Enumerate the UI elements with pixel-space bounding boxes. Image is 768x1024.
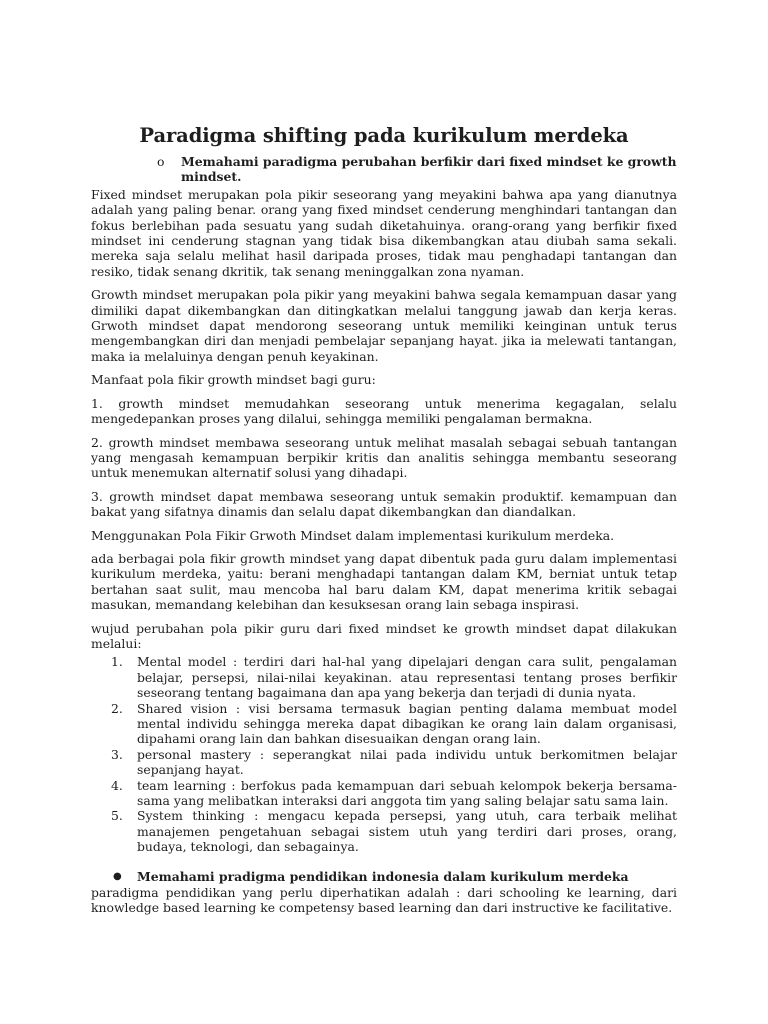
list-item-text: Shared vision : visi bersama termasuk bagian penting dalama membuat model mental individu sehingga mereka dapat dibagikan ke orang lain dalam organisasi, dipahami orang lain dan bahkan disesuaikan dengan orang lain. xyxy=(137,700,677,747)
list-item-number: 3. xyxy=(111,746,123,762)
paragraph-benefits-intro: Manfaat pola fikir growth mindset bagi guru: xyxy=(91,372,376,388)
bullet-icon: ● xyxy=(113,870,122,882)
list-item-text: personal mastery : seperangkat nilai pada individu untuk berkomitmen belajar sepanjang hayat. xyxy=(137,746,677,778)
paragraph-fixed-mindset: Fixed mindset merupakan pola pikir seseorang yang meyakini bahwa apa yang dianutnya adalah yang paling benar. orang yang fixed mindset cenderung menghindari tantangan dan fokus berlebihan pada sesuatu yang sudah diketahuinya. orang-orang yang berfikir fixed mindset ini cenderung stagnan yang tidak bisa dikembangkan atau diubah sama sekali. mereka saja selalu melihat hasil daripada proses, tidak mau penghadapi tantangan dan resiko, tidak senang dkritik, tak senang meninggalkan zona nyaman. xyxy=(91,186,677,279)
numbered-list xyxy=(91,654,677,854)
paragraph-benefit-1: 1. growth mindset memudahkan seseorang untuk menerima kegagalan, selalu mengedepankan proses yang dilalui, sehingga memiliki pengalaman bermakna. xyxy=(91,395,677,427)
sub-heading xyxy=(91,154,677,185)
list-item xyxy=(91,654,677,700)
paragraph-change-intro: wujud perubahan pola pikir guru dari fixed mindset ke growth mindset dapat dilakukan melalui: xyxy=(91,620,677,651)
bullet-heading-text: Memahami pradigma pendidikan indonesia dalam kurikulum merdeka xyxy=(137,868,629,884)
list-item-number: 2. xyxy=(111,700,123,716)
page-title: Paradigma shifting pada kurikulum merdeka xyxy=(139,124,629,147)
list-item xyxy=(91,808,677,854)
sub-heading-text: Memahami paradigma perubahan berfikir dari fixed mindset ke growth mindset. xyxy=(181,154,677,185)
paragraph-implementation: ada berbagai pola fikir growth mindset yang dapat dibentuk pada guru dalam implementasi kurikulum merdeka, yaitu: berani menghadapi tantangan dalam KM, berniat untuk tetap bertahan saat sulit, mau mencoba hal baru dalam KM, dapat menerima kritik sebagai masukan, memandang kelebihan dan kesuksesan orang lain sebaga inspirasi. xyxy=(91,550,677,613)
paragraph-growth-mindset: Growth mindset merupakan pola pikir yang meyakini bahwa segala kemampuan dasar yang dimiliki dapat dikembangkan dan ditingkatkan melalui tanggung jawab dan kerja keras. Grwoth mindset dapat mendorong seseorang untuk memiliki keinginan untuk terus mengembangkan diri dan menjadi pembelajar sepanjang hayat. jika ia melewati tantangan, maka ia melaluinya dengan penuh keyakinan. xyxy=(91,287,677,364)
paragraph-benefit-2: 2. growth mindset membawa seseorang untuk melihat masalah sebagai sebuah tantangan yang mengasah kemampuan berpikir kritis dan analitis sehingga membantu seseorang untuk menemukan alternatif solusi yang dihadapi. xyxy=(91,434,677,481)
paragraph-closing: paradigma pendidikan yang perlu diperhatikan adalah : dari schooling ke learning, dari knowledge based learning ke competensy based learning dan dari instructive ke facilitative. xyxy=(91,885,677,916)
bullet-heading xyxy=(91,869,677,884)
list-item-number: 5. xyxy=(111,808,123,824)
list-item-text: Mental model : terdiri dari hal-hal yang dipelajari dengan cara sulit, pengalaman belajar, persepsi, nilai-nilai keyakinan. atau representasi tentang proses berfikir seseorang tentang bagaimana dan apa yang bekerja dan terjadi di dunia nyata. xyxy=(137,654,677,701)
list-item xyxy=(91,778,677,809)
paragraph-implementation-heading: Menggunakan Pola Fikir Grwoth Mindset dalam implementasi kurikulum merdeka. xyxy=(91,527,615,543)
list-item-number: 4. xyxy=(111,777,123,793)
list-item-text: System thinking : mengacu kepada persepsi, yang utuh, cara terbaik melihat manajemen pengetahuan sebagai sistem utuh yang terdiri dari proses, orang, budaya, teknologi, dan sebagainya. xyxy=(137,808,677,855)
sub-heading-marker: o xyxy=(157,154,165,169)
list-item xyxy=(91,701,677,747)
paragraph-benefit-3: 3. growth mindset dapat membawa seseorang untuk semakin produktif. kemampuan dan bakat yang sifatnya dinamis dan selalu dapat dikembangkan dan diandalkan. xyxy=(91,488,677,520)
list-item-number: 1. xyxy=(111,654,123,670)
list-item xyxy=(91,747,677,778)
list-item-text: team learning : berfokus pada kemampuan dari sebuah kelompok bekerja bersama-sama yang melibatkan interaksi dari anggota tim yang saling belajar satu sama lain. xyxy=(137,777,677,809)
